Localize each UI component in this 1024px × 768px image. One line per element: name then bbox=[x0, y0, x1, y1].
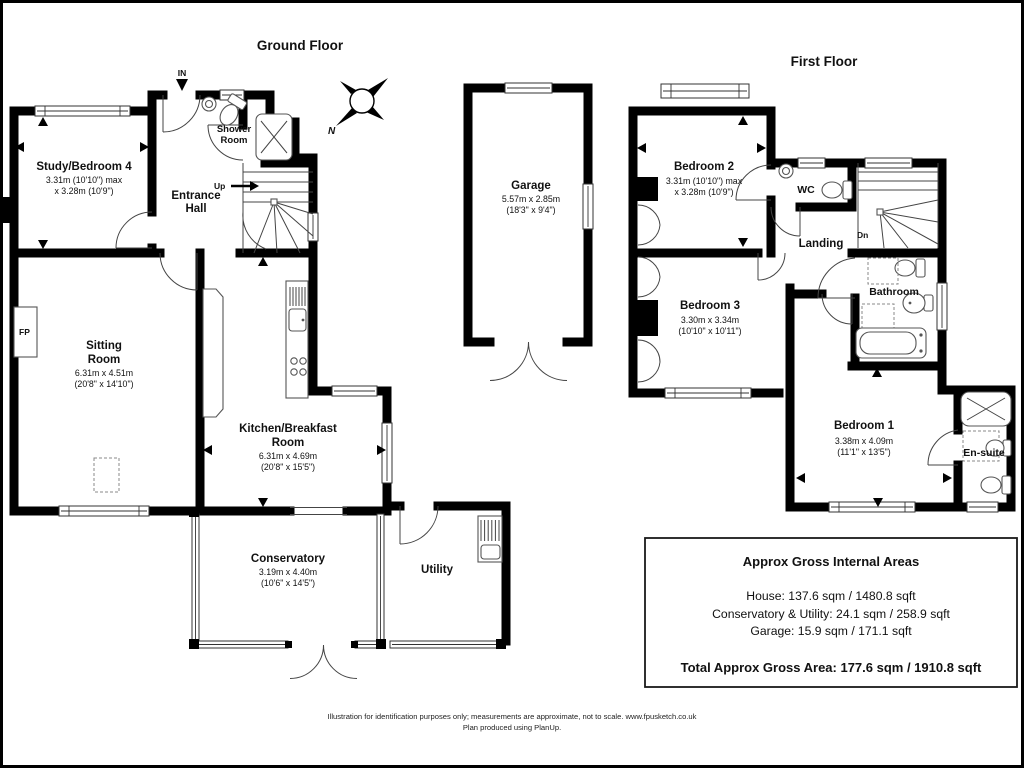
svg-text:(10'6" x 14'5"): (10'6" x 14'5") bbox=[260, 578, 316, 588]
utility-fixtures bbox=[478, 516, 502, 562]
window bbox=[308, 213, 318, 241]
ground-floor-labels bbox=[36, 124, 453, 588]
window bbox=[332, 386, 377, 396]
compass-north-label: N bbox=[328, 126, 336, 137]
wc-fixtures bbox=[779, 164, 852, 199]
svg-text:3.31m (10'10") max: 3.31m (10'10") max bbox=[665, 176, 743, 186]
chimney-breast bbox=[634, 177, 658, 201]
kitchen-unit bbox=[203, 289, 223, 417]
room-label-bedroom2: Bedroom 2 bbox=[673, 161, 735, 173]
svg-text:5.57m x 2.85m: 5.57m x 2.85m bbox=[501, 194, 561, 204]
fireplace-label: FP bbox=[19, 327, 30, 337]
in-arrow-icon bbox=[176, 79, 188, 91]
wardrobe-doors bbox=[638, 340, 660, 382]
dashed-feature bbox=[94, 458, 119, 492]
room-label-wc: WC bbox=[797, 184, 815, 196]
areas-summary-box bbox=[645, 538, 1017, 687]
garage-walls bbox=[468, 88, 588, 342]
first-floor-plan bbox=[633, 54, 1011, 512]
window bbox=[661, 84, 749, 98]
svg-text:(20'8" x 14'10"): (20'8" x 14'10") bbox=[74, 379, 134, 389]
entrance-marker bbox=[176, 68, 188, 91]
wardrobe-doors bbox=[638, 205, 660, 245]
garage-plan bbox=[468, 83, 593, 381]
room-label-utility: Utility bbox=[421, 564, 453, 576]
first-floor-title: First Floor bbox=[790, 54, 858, 69]
toilet-icon bbox=[822, 181, 852, 199]
toilet-icon bbox=[981, 476, 1011, 494]
svg-text:(20'8" x 15'5"): (20'8" x 15'5") bbox=[260, 462, 316, 472]
shower-icon bbox=[256, 114, 292, 160]
in-label: IN bbox=[177, 68, 187, 78]
room-label-bathroom: Bathroom bbox=[869, 286, 919, 298]
svg-text:x 3.28m (10'9"): x 3.28m (10'9") bbox=[674, 187, 734, 197]
window bbox=[865, 158, 912, 168]
ground-floor-stairs bbox=[214, 163, 313, 253]
areas-house: House: 137.6 sqm / 1480.8 sqft bbox=[746, 589, 916, 603]
areas-conservatory-utility: Conservatory & Utility: 24.1 sqm / 258.9 sqft bbox=[712, 607, 950, 621]
chimney-breast bbox=[634, 300, 658, 336]
garage-door-arcs bbox=[490, 342, 567, 381]
shower-icon bbox=[961, 392, 1011, 426]
svg-text:Room: Room bbox=[271, 437, 305, 449]
room-label-study: Study/Bedroom 4 bbox=[36, 161, 132, 173]
room-label-sitting-room: Sitting bbox=[86, 340, 122, 352]
svg-text:(18'3" x 9'4"): (18'3" x 9'4") bbox=[506, 205, 556, 215]
sitting-room-fixtures bbox=[14, 307, 119, 492]
room-label-bedroom1: Bedroom 1 bbox=[833, 420, 895, 432]
svg-text:3.38m x 4.09m: 3.38m x 4.09m bbox=[834, 436, 894, 446]
ground-floor-title: Ground Floor bbox=[256, 38, 344, 53]
kitchen-fixtures bbox=[203, 281, 308, 417]
sink-icon bbox=[481, 545, 500, 559]
toilet-icon bbox=[895, 259, 925, 277]
ensuite-fixtures bbox=[961, 392, 1011, 494]
window bbox=[829, 502, 915, 512]
wardrobe-doors bbox=[638, 257, 660, 297]
areas-title: Approx Gross Internal Areas bbox=[742, 554, 920, 569]
room-label-shower-room: Shower bbox=[216, 124, 252, 135]
areas-garage: Garage: 15.9 sqm / 171.1 sqft bbox=[750, 624, 912, 638]
svg-text:x 3.28m (10'9"): x 3.28m (10'9") bbox=[54, 186, 114, 196]
footer-line1: Illustration for identification purposes only; measurements are approximate, not to scale. www.fpusketch.co.uk bbox=[327, 712, 697, 721]
areas-total: Total Approx Gross Area: 177.6 sqm / 1910.8 sqft bbox=[680, 660, 982, 675]
svg-text:6.31m x 4.69m: 6.31m x 4.69m bbox=[258, 451, 318, 461]
svg-text:(11'1" x 13'5"): (11'1" x 13'5") bbox=[837, 447, 891, 457]
room-label-kitchen: Kitchen/Breakfast bbox=[239, 423, 337, 435]
footer-disclaimer bbox=[328, 712, 697, 732]
svg-text:6.31m x 4.51m: 6.31m x 4.51m bbox=[74, 368, 134, 378]
window bbox=[59, 506, 149, 516]
compass-icon bbox=[328, 78, 388, 137]
window bbox=[937, 283, 947, 330]
bath-icon bbox=[856, 328, 926, 358]
window bbox=[665, 388, 751, 398]
svg-text:3.19m x 4.40m: 3.19m x 4.40m bbox=[258, 567, 318, 577]
window bbox=[382, 423, 392, 483]
ground-floor-plan bbox=[0, 38, 506, 679]
bathroom-fixtures bbox=[856, 258, 933, 358]
conservatory-glazing bbox=[189, 507, 506, 649]
svg-text:Room: Room bbox=[220, 135, 248, 146]
room-label-entrance-hall: Entrance bbox=[171, 190, 221, 202]
svg-text:3.30m x 3.34m: 3.30m x 3.34m bbox=[680, 315, 740, 325]
room-label-conservatory: Conservatory bbox=[250, 553, 326, 565]
dn-label: Dn bbox=[857, 230, 869, 240]
room-label-bedroom3: Bedroom 3 bbox=[679, 300, 741, 312]
svg-text:3.31m (10'10") max: 3.31m (10'10") max bbox=[45, 175, 123, 185]
svg-text:Room: Room bbox=[87, 354, 121, 366]
window bbox=[35, 106, 130, 116]
up-label: Up bbox=[214, 181, 226, 191]
footer-line2: Plan produced using PlanUp. bbox=[462, 723, 562, 732]
room-label-ensuite: En-suite bbox=[963, 447, 1005, 459]
svg-text:(10'10" x 10'11"): (10'10" x 10'11") bbox=[678, 326, 742, 336]
room-label-landing: Landing bbox=[798, 238, 844, 250]
window bbox=[967, 502, 998, 512]
window bbox=[798, 158, 825, 168]
svg-text:Hall: Hall bbox=[185, 203, 207, 215]
room-label-garage: Garage bbox=[511, 180, 551, 192]
first-floor-stairs bbox=[857, 163, 938, 248]
window bbox=[505, 83, 552, 93]
window bbox=[583, 184, 593, 229]
chimney-breast bbox=[0, 197, 17, 223]
